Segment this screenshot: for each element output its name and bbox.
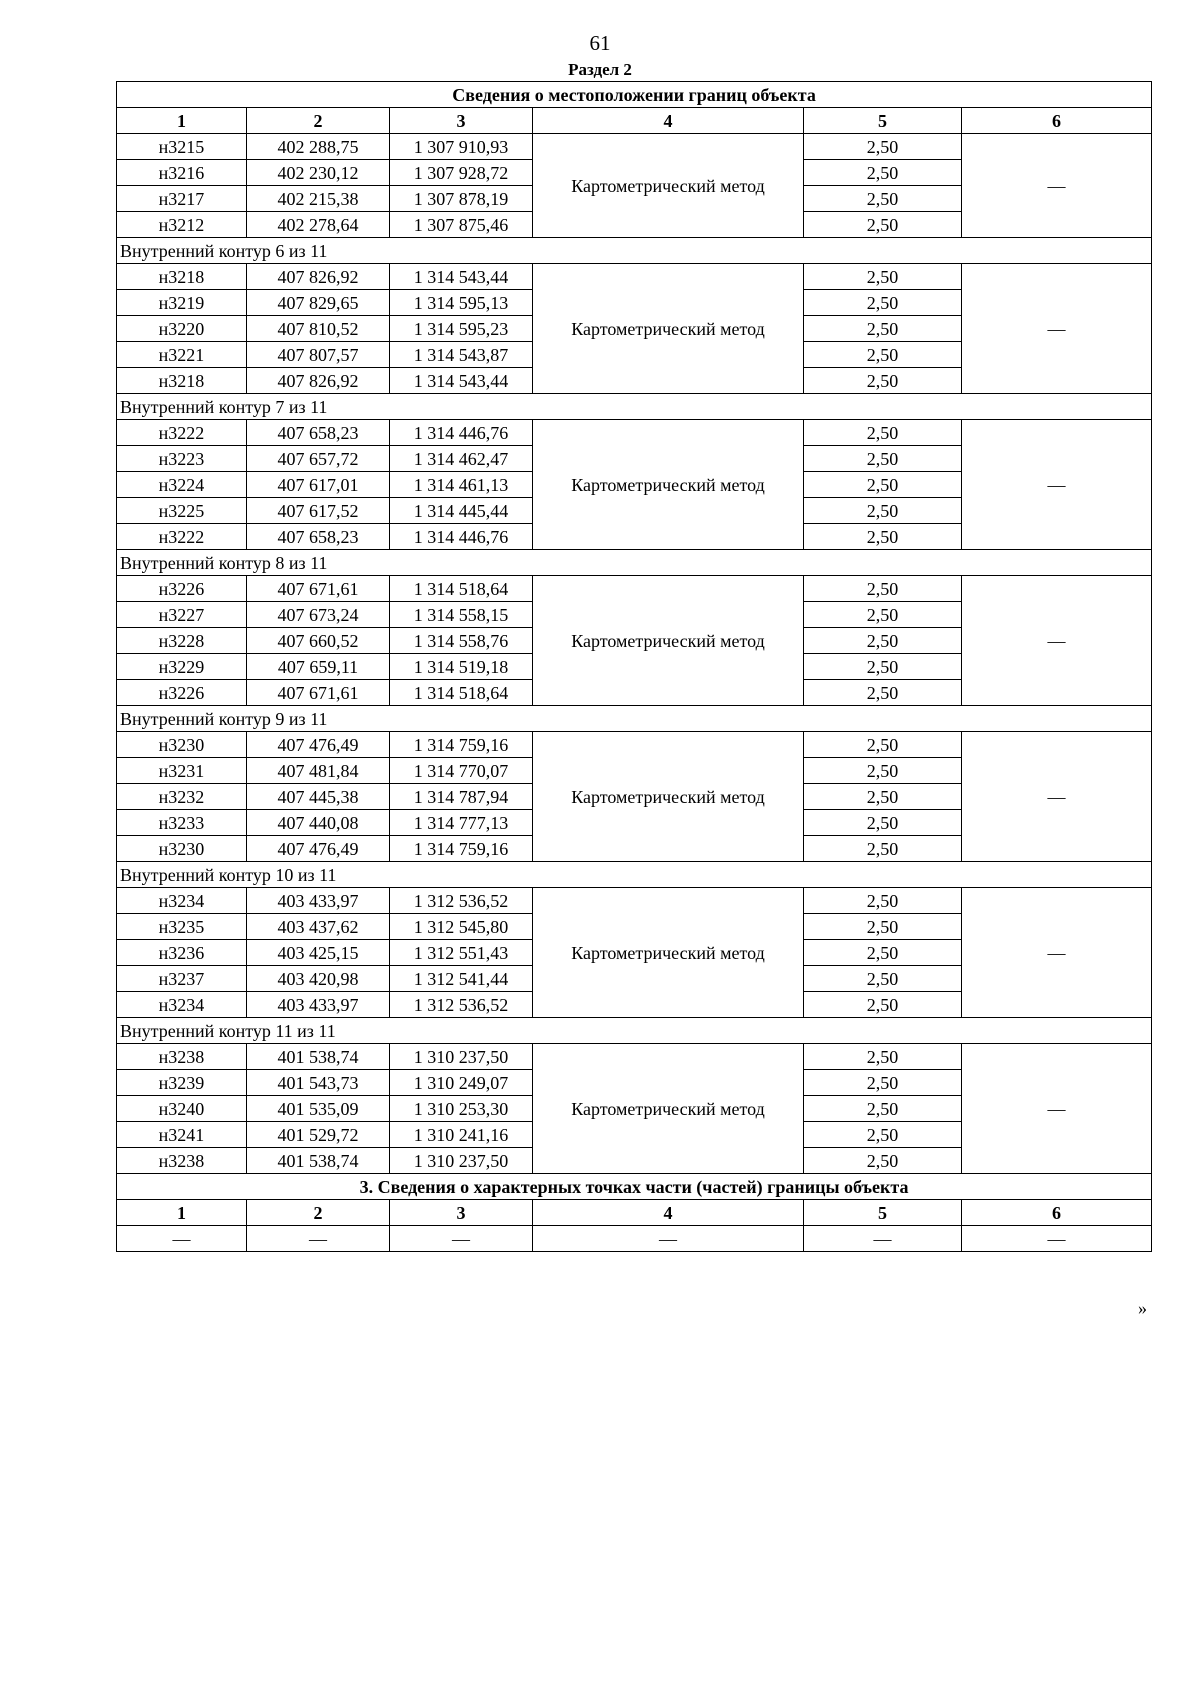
x-coordinate-cell: 407 810,52 — [247, 316, 390, 342]
point-name-cell: н3223 — [117, 446, 247, 472]
point-name-cell: н3218 — [117, 264, 247, 290]
accuracy-cell: 2,50 — [804, 732, 962, 758]
y-coordinate-cell: 1 314 759,16 — [390, 732, 533, 758]
y-coordinate-cell: 1 307 928,72 — [390, 160, 533, 186]
contour-label: Внутренний контур 9 из 11 — [117, 706, 1152, 732]
section3-cell: — — [962, 1226, 1152, 1252]
accuracy-cell: 2,50 — [804, 602, 962, 628]
point-name-cell: н3229 — [117, 654, 247, 680]
x-coordinate-cell: 403 433,97 — [247, 888, 390, 914]
point-name-cell: н3219 — [117, 290, 247, 316]
x-coordinate-cell: 407 617,01 — [247, 472, 390, 498]
x-coordinate-cell: 401 538,74 — [247, 1148, 390, 1174]
table-tail — [117, 1174, 1152, 1252]
x-coordinate-cell: 401 543,73 — [247, 1070, 390, 1096]
boundary-table — [116, 81, 1152, 1252]
accuracy-cell: 2,50 — [804, 264, 962, 290]
column-header-row — [117, 108, 1152, 134]
section3-column-header: 3 — [390, 1200, 533, 1226]
contour-label: Внутренний контур 11 из 11 — [117, 1018, 1152, 1044]
y-coordinate-cell: 1 314 543,44 — [390, 368, 533, 394]
y-coordinate-cell: 1 310 249,07 — [390, 1070, 533, 1096]
y-coordinate-cell: 1 314 595,13 — [390, 290, 533, 316]
x-coordinate-cell: 401 529,72 — [247, 1122, 390, 1148]
point-name-cell: н3239 — [117, 1070, 247, 1096]
column-header: 1 — [117, 108, 247, 134]
y-coordinate-cell: 1 314 518,64 — [390, 576, 533, 602]
contour-label-row — [117, 1018, 1152, 1044]
table-row — [117, 576, 1152, 602]
accuracy-cell: 2,50 — [804, 186, 962, 212]
description-cell: — — [962, 732, 1152, 862]
page-number: 61 — [589, 31, 611, 55]
y-coordinate-cell: 1 312 536,52 — [390, 888, 533, 914]
method-cell: Картометрический метод — [533, 732, 804, 862]
point-name-cell: н3216 — [117, 160, 247, 186]
y-coordinate-cell: 1 314 770,07 — [390, 758, 533, 784]
y-coordinate-cell: 1 314 446,76 — [390, 420, 533, 446]
y-coordinate-cell: 1 314 518,64 — [390, 680, 533, 706]
x-coordinate-cell: 407 617,52 — [247, 498, 390, 524]
section3-header-row — [117, 1200, 1152, 1226]
x-coordinate-cell: 407 476,49 — [247, 732, 390, 758]
accuracy-cell: 2,50 — [804, 836, 962, 862]
contour-label: Внутренний контур 6 из 11 — [117, 238, 1152, 264]
contour-label-row — [117, 862, 1152, 888]
y-coordinate-cell: 1 314 519,18 — [390, 654, 533, 680]
x-coordinate-cell: 402 278,64 — [247, 212, 390, 238]
accuracy-cell: 2,50 — [804, 472, 962, 498]
accuracy-cell: 2,50 — [804, 628, 962, 654]
description-cell: — — [962, 134, 1152, 238]
accuracy-cell: 2,50 — [804, 316, 962, 342]
accuracy-cell: 2,50 — [804, 888, 962, 914]
x-coordinate-cell: 407 673,24 — [247, 602, 390, 628]
accuracy-cell: 2,50 — [804, 576, 962, 602]
method-cell: Картометрический метод — [533, 264, 804, 394]
x-coordinate-cell: 407 660,52 — [247, 628, 390, 654]
point-name-cell: н3234 — [117, 992, 247, 1018]
y-coordinate-cell: 1 314 558,76 — [390, 628, 533, 654]
x-coordinate-cell: 407 445,38 — [247, 784, 390, 810]
column-header: 2 — [247, 108, 390, 134]
point-name-cell: н3231 — [117, 758, 247, 784]
method-cell: Картометрический метод — [533, 420, 804, 550]
point-name-cell: н3224 — [117, 472, 247, 498]
point-name-cell: н3241 — [117, 1122, 247, 1148]
x-coordinate-cell: 407 657,72 — [247, 446, 390, 472]
contour-label: Внутренний контур 10 из 11 — [117, 862, 1152, 888]
table-title-row — [117, 82, 1152, 108]
y-coordinate-cell: 1 314 595,23 — [390, 316, 533, 342]
table-row — [117, 134, 1152, 160]
accuracy-cell: 2,50 — [804, 1148, 962, 1174]
accuracy-cell: 2,50 — [804, 1122, 962, 1148]
method-cell: Картометрический метод — [533, 134, 804, 238]
point-name-cell: н3230 — [117, 836, 247, 862]
x-coordinate-cell: 402 230,12 — [247, 160, 390, 186]
point-name-cell: н3233 — [117, 810, 247, 836]
accuracy-cell: 2,50 — [804, 784, 962, 810]
accuracy-cell: 2,50 — [804, 992, 962, 1018]
table-body — [117, 82, 1152, 1174]
accuracy-cell: 2,50 — [804, 212, 962, 238]
description-cell: — — [962, 420, 1152, 550]
accuracy-cell: 2,50 — [804, 368, 962, 394]
point-name-cell: н3221 — [117, 342, 247, 368]
accuracy-cell: 2,50 — [804, 498, 962, 524]
point-name-cell: н3237 — [117, 966, 247, 992]
point-name-cell: н3218 — [117, 368, 247, 394]
x-coordinate-cell: 403 420,98 — [247, 966, 390, 992]
table-row — [117, 888, 1152, 914]
contour-label-row — [117, 706, 1152, 732]
column-header: 5 — [804, 108, 962, 134]
point-name-cell: н3222 — [117, 524, 247, 550]
description-cell: — — [962, 576, 1152, 706]
contour-label: Внутренний контур 8 из 11 — [117, 550, 1152, 576]
x-coordinate-cell: 407 826,92 — [247, 264, 390, 290]
y-coordinate-cell: 1 314 787,94 — [390, 784, 533, 810]
x-coordinate-cell: 407 658,23 — [247, 524, 390, 550]
method-cell: Картометрический метод — [533, 888, 804, 1018]
section3-cell: — — [533, 1226, 804, 1252]
section3-cell: — — [390, 1226, 533, 1252]
section-title: Раздел 2 — [568, 60, 632, 79]
y-coordinate-cell: 1 314 558,15 — [390, 602, 533, 628]
table-row — [117, 732, 1152, 758]
accuracy-cell: 2,50 — [804, 1096, 962, 1122]
description-cell: — — [962, 1044, 1152, 1174]
x-coordinate-cell: 407 807,57 — [247, 342, 390, 368]
section3-title-row — [117, 1174, 1152, 1200]
y-coordinate-cell: 1 310 237,50 — [390, 1148, 533, 1174]
x-coordinate-cell: 407 671,61 — [247, 680, 390, 706]
contour-label-row — [117, 550, 1152, 576]
description-cell: — — [962, 264, 1152, 394]
accuracy-cell: 2,50 — [804, 654, 962, 680]
point-name-cell: н3232 — [117, 784, 247, 810]
y-coordinate-cell: 1 312 536,52 — [390, 992, 533, 1018]
accuracy-cell: 2,50 — [804, 1070, 962, 1096]
y-coordinate-cell: 1 310 241,16 — [390, 1122, 533, 1148]
accuracy-cell: 2,50 — [804, 758, 962, 784]
section3-title: 3. Сведения о характерных точках части (частей) границы объекта — [117, 1174, 1152, 1200]
point-name-cell: н3222 — [117, 420, 247, 446]
closing-quote: » — [1138, 1298, 1147, 1318]
x-coordinate-cell: 407 481,84 — [247, 758, 390, 784]
point-name-cell: н3225 — [117, 498, 247, 524]
point-name-cell: н3226 — [117, 680, 247, 706]
accuracy-cell: 2,50 — [804, 680, 962, 706]
accuracy-cell: 2,50 — [804, 420, 962, 446]
x-coordinate-cell: 407 476,49 — [247, 836, 390, 862]
section3-column-header: 2 — [247, 1200, 390, 1226]
section3-column-header: 6 — [962, 1200, 1152, 1226]
point-name-cell: н3235 — [117, 914, 247, 940]
contour-label-row — [117, 394, 1152, 420]
section3-cell: — — [247, 1226, 390, 1252]
column-header: 4 — [533, 108, 804, 134]
section3-cell: — — [804, 1226, 962, 1252]
contour-label-row — [117, 238, 1152, 264]
accuracy-cell: 2,50 — [804, 342, 962, 368]
y-coordinate-cell: 1 307 910,93 — [390, 134, 533, 160]
table-row — [117, 1044, 1152, 1070]
point-name-cell: н3234 — [117, 888, 247, 914]
y-coordinate-cell: 1 310 237,50 — [390, 1044, 533, 1070]
y-coordinate-cell: 1 314 445,44 — [390, 498, 533, 524]
x-coordinate-cell: 407 659,11 — [247, 654, 390, 680]
y-coordinate-cell: 1 307 875,46 — [390, 212, 533, 238]
y-coordinate-cell: 1 314 777,13 — [390, 810, 533, 836]
description-cell: — — [962, 888, 1152, 1018]
section3-empty-row — [117, 1226, 1152, 1252]
accuracy-cell: 2,50 — [804, 966, 962, 992]
y-coordinate-cell: 1 310 253,30 — [390, 1096, 533, 1122]
point-name-cell: н3220 — [117, 316, 247, 342]
section3-cell: — — [117, 1226, 247, 1252]
column-header: 6 — [962, 108, 1152, 134]
accuracy-cell: 2,50 — [804, 914, 962, 940]
y-coordinate-cell: 1 314 461,13 — [390, 472, 533, 498]
accuracy-cell: 2,50 — [804, 446, 962, 472]
section3-column-header: 1 — [117, 1200, 247, 1226]
point-name-cell: н3215 — [117, 134, 247, 160]
method-cell: Картометрический метод — [533, 576, 804, 706]
section3-column-header: 5 — [804, 1200, 962, 1226]
x-coordinate-cell: 403 437,62 — [247, 914, 390, 940]
x-coordinate-cell: 401 538,74 — [247, 1044, 390, 1070]
x-coordinate-cell: 407 658,23 — [247, 420, 390, 446]
contour-label: Внутренний контур 7 из 11 — [117, 394, 1152, 420]
point-name-cell: н3226 — [117, 576, 247, 602]
x-coordinate-cell: 407 829,65 — [247, 290, 390, 316]
section3-column-header: 4 — [533, 1200, 804, 1226]
x-coordinate-cell: 407 440,08 — [247, 810, 390, 836]
accuracy-cell: 2,50 — [804, 134, 962, 160]
accuracy-cell: 2,50 — [804, 290, 962, 316]
accuracy-cell: 2,50 — [804, 940, 962, 966]
y-coordinate-cell: 1 314 543,87 — [390, 342, 533, 368]
table-title: Сведения о местоположении границ объекта — [117, 82, 1152, 108]
x-coordinate-cell: 402 288,75 — [247, 134, 390, 160]
x-coordinate-cell: 403 425,15 — [247, 940, 390, 966]
point-name-cell: н3230 — [117, 732, 247, 758]
y-coordinate-cell: 1 314 446,76 — [390, 524, 533, 550]
accuracy-cell: 2,50 — [804, 524, 962, 550]
y-coordinate-cell: 1 314 462,47 — [390, 446, 533, 472]
point-name-cell: н3238 — [117, 1148, 247, 1174]
table-row — [117, 420, 1152, 446]
table-row — [117, 264, 1152, 290]
point-name-cell: н3238 — [117, 1044, 247, 1070]
x-coordinate-cell: 407 671,61 — [247, 576, 390, 602]
point-name-cell: н3217 — [117, 186, 247, 212]
method-cell: Картометрический метод — [533, 1044, 804, 1174]
x-coordinate-cell: 402 215,38 — [247, 186, 390, 212]
point-name-cell: н3236 — [117, 940, 247, 966]
x-coordinate-cell: 403 433,97 — [247, 992, 390, 1018]
point-name-cell: н3240 — [117, 1096, 247, 1122]
accuracy-cell: 2,50 — [804, 160, 962, 186]
column-header: 3 — [390, 108, 533, 134]
point-name-cell: н3212 — [117, 212, 247, 238]
point-name-cell: н3228 — [117, 628, 247, 654]
x-coordinate-cell: 401 535,09 — [247, 1096, 390, 1122]
y-coordinate-cell: 1 314 543,44 — [390, 264, 533, 290]
point-name-cell: н3227 — [117, 602, 247, 628]
accuracy-cell: 2,50 — [804, 810, 962, 836]
y-coordinate-cell: 1 314 759,16 — [390, 836, 533, 862]
y-coordinate-cell: 1 307 878,19 — [390, 186, 533, 212]
x-coordinate-cell: 407 826,92 — [247, 368, 390, 394]
accuracy-cell: 2,50 — [804, 1044, 962, 1070]
y-coordinate-cell: 1 312 551,43 — [390, 940, 533, 966]
y-coordinate-cell: 1 312 541,44 — [390, 966, 533, 992]
y-coordinate-cell: 1 312 545,80 — [390, 914, 533, 940]
